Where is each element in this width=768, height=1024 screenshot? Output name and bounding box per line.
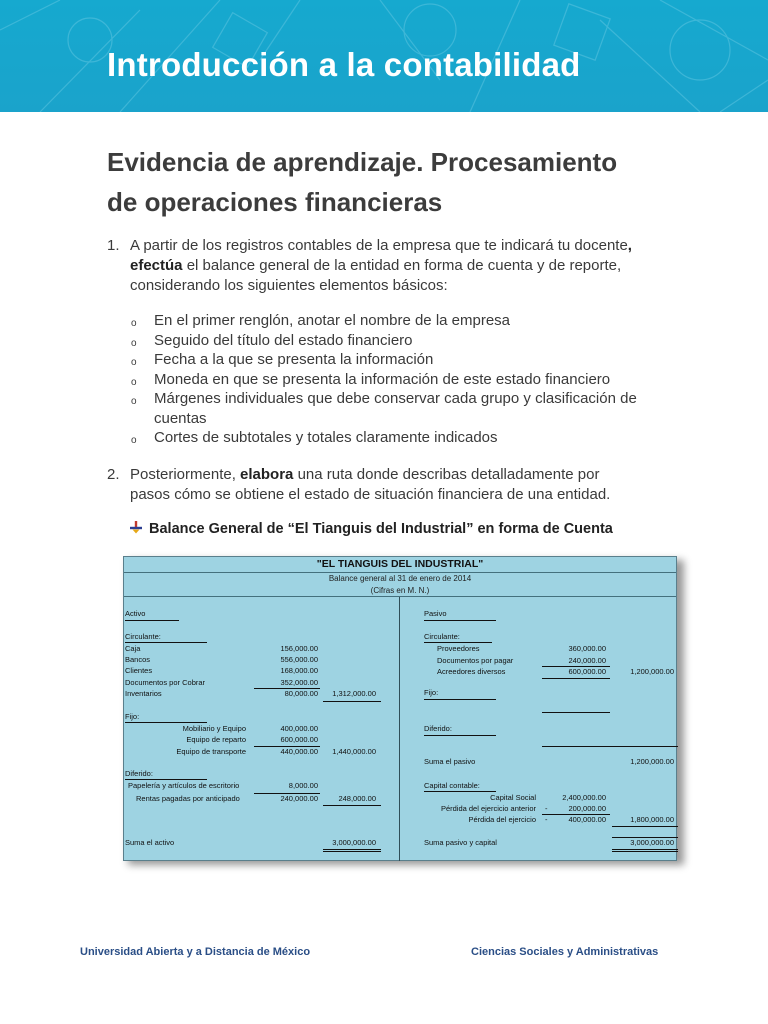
circulante-label: Circulante: [125, 632, 161, 641]
transporte-value: 440,000.00 [280, 747, 318, 756]
item2-text-3: pasos cómo se obtiene el estado de situación financiera de una entidad. [130, 486, 611, 503]
bancos-value: 556,000.00 [280, 655, 318, 664]
sheet-subtitle: Balance general al 31 de enero de 2014 [328, 574, 472, 583]
sheet-currency: (Cifras en M. N.) [370, 586, 430, 595]
item1-comma: , [627, 237, 632, 254]
list-item [131, 331, 671, 351]
document-title: Introducción a la contabilidad [107, 46, 581, 83]
bullet-text: En el primer renglón, anotar el nombre de la empresa [154, 312, 511, 329]
bullet-text: Márgenes individuales que debe conservar cada grupo y clasificación de cuentas [154, 390, 637, 427]
requirements-list [131, 311, 671, 448]
bullet-text: Moneda en que se presenta la información de este estado financiero [154, 370, 611, 388]
pasivo-fijo-label: Fijo: [424, 688, 439, 697]
list-item [131, 428, 671, 448]
underline [542, 746, 678, 747]
capital-social-value: 2,400,000.00 [562, 793, 606, 802]
activo-label: Activo [125, 609, 146, 618]
underline [542, 712, 610, 713]
sheet-divider [124, 596, 676, 597]
perdida-anterior-value: 200,000.00 [568, 804, 606, 813]
bullet-mark: o [131, 337, 137, 349]
bancos-label: Bancos [125, 655, 151, 664]
proveedores-value: 360,000.00 [568, 644, 606, 653]
list-number: 1. [107, 237, 120, 254]
item1-text-3: considerando los siguientes elementos básicos: [130, 277, 448, 294]
inventarios-label: Inventarios [125, 689, 162, 698]
list-item [131, 350, 671, 370]
header-banner [0, 0, 768, 112]
capital-contable-label: Capital contable: [424, 781, 480, 790]
caja-value: 156,000.00 [280, 644, 318, 653]
item2-bold-verb: elabora [240, 466, 294, 483]
underline [323, 849, 381, 850]
proveedores-label: Proveedores [437, 644, 480, 653]
underline [612, 851, 678, 852]
perdida-anterior-label: Pérdida del ejercicio anterior [440, 804, 536, 813]
perdida-anterior-dash: - [545, 804, 548, 813]
underline [424, 791, 496, 792]
fijo-total: 1,440,000.00 [332, 747, 376, 756]
balance-subheading [129, 520, 613, 537]
bullet-text: Seguido del título del estado financiero [154, 331, 413, 349]
suma-pasivo-capital-value: 3,000,000.00 [630, 838, 674, 847]
fijo-label: Fijo: [125, 712, 140, 721]
reparto-label: Equipo de reparto [186, 735, 246, 744]
perdida-ejercicio-value: 400,000.00 [568, 815, 606, 824]
mobiliario-label: Mobiliario y Equipo [182, 724, 246, 733]
clientes-value: 168,000.00 [280, 666, 318, 675]
bullet-mark: o [131, 376, 137, 388]
rentas-value: 240,000.00 [280, 794, 318, 803]
list-item-1 [107, 236, 667, 296]
clientes-label: Clientes [125, 666, 153, 675]
caja-label: Caja [125, 644, 141, 653]
suma-activo-label: Suma el activo [125, 838, 175, 847]
rentas-label: Rentas pagadas por anticipado [136, 794, 240, 803]
heading-line-2: de operaciones financieras [107, 187, 443, 217]
list-item [131, 370, 671, 390]
bullet-mark: o [131, 396, 137, 407]
perdida-ejercicio-label: Pérdida del ejercicio [468, 815, 536, 824]
list-item-2 [107, 465, 667, 505]
subheading-text: Balance General de “El Tianguis del Industrial” en forma de Cuenta [149, 521, 613, 537]
docs-pagar-label: Documentos por pagar [437, 656, 514, 665]
pasivo-circulante-label: Circulante: [424, 632, 460, 641]
footer-university: Universidad Abierta y a Distancia de México [80, 946, 311, 958]
docs-pagar-value: 240,000.00 [568, 656, 606, 665]
circulante-total: 1,312,000.00 [332, 689, 376, 698]
diferido-total: 248,000.00 [338, 794, 376, 803]
underline [323, 851, 381, 852]
transporte-label: Equipo de transporte [176, 747, 246, 756]
bullet-text: Cortes de subtotales y totales claramente indicados [154, 429, 498, 446]
underline [125, 642, 207, 643]
mobiliario-value: 400,000.00 [280, 724, 318, 733]
pasivo-circulante-total: 1,200,000.00 [630, 667, 674, 676]
underline [424, 699, 496, 700]
pasivo-label: Pasivo [424, 609, 447, 618]
underline [424, 620, 496, 621]
diferido-label: Diferido: [125, 769, 153, 778]
pasivo-diferido-label: Diferido: [424, 724, 452, 733]
underline [424, 642, 492, 643]
suma-pasivo-label: Suma el pasivo [424, 757, 476, 766]
item1-text-1: A partir de los registros contables de la empresa que te indicará tu docente [130, 237, 628, 254]
papeleria-value: 8,000.00 [288, 781, 318, 790]
reparto-value: 600,000.00 [280, 735, 318, 744]
section-heading [107, 142, 707, 222]
underline [424, 735, 496, 736]
underline [612, 849, 678, 850]
underline [125, 620, 179, 621]
heading-line-1: Evidencia de aprendizaje. Procesamiento [107, 147, 618, 177]
list-item [131, 389, 671, 428]
acreedores-label: Acreedores diversos [437, 667, 506, 676]
list-item [131, 311, 671, 331]
underline [612, 826, 678, 827]
bullet-mark: o [131, 318, 137, 329]
sheet-column-divider [399, 597, 400, 861]
item2-text-1: Posteriormente, [130, 466, 241, 483]
item1-bold-verb: efectúa [130, 257, 183, 274]
capital-social-label: Capital Social [490, 793, 536, 802]
underline [323, 701, 381, 702]
capital-total: 1,800,000.00 [630, 815, 674, 824]
docs-cobrar-value: 352,000.00 [280, 678, 318, 687]
suma-pasivo-capital-label: Suma pasivo y capital [424, 838, 497, 847]
bullet-mark: o [131, 357, 137, 368]
papeleria-label: Papelería y artículos de escritorio [128, 781, 240, 790]
list-number: 2. [107, 466, 120, 483]
underline [542, 678, 610, 679]
arrow-bullet-icon [129, 520, 143, 534]
acreedores-value: 600,000.00 [568, 667, 606, 676]
suma-activo-value: 3,000,000.00 [332, 838, 376, 847]
underline [323, 805, 381, 806]
bullet-mark: o [131, 435, 137, 446]
suma-pasivo-value: 1,200,000.00 [630, 757, 674, 766]
bullet-text: Fecha a la que se presenta la información [154, 351, 434, 368]
docs-cobrar-label: Documentos por Cobrar [125, 678, 206, 687]
item2-text-2: una ruta donde describas detalladamente por [293, 466, 600, 483]
footer-division: Ciencias Sociales y Administrativas [471, 946, 659, 958]
balance-sheet [123, 556, 677, 861]
perdida-ejercicio-dash: - [545, 815, 548, 824]
item1-text-2: el balance general de la entidad en forma de cuenta y de reporte, [182, 257, 622, 274]
inventarios-value: 80,000.00 [284, 689, 318, 698]
underline [125, 722, 207, 723]
underline [125, 779, 207, 780]
sheet-title: "EL TIANGUIS DEL INDUSTRIAL" [124, 557, 676, 573]
